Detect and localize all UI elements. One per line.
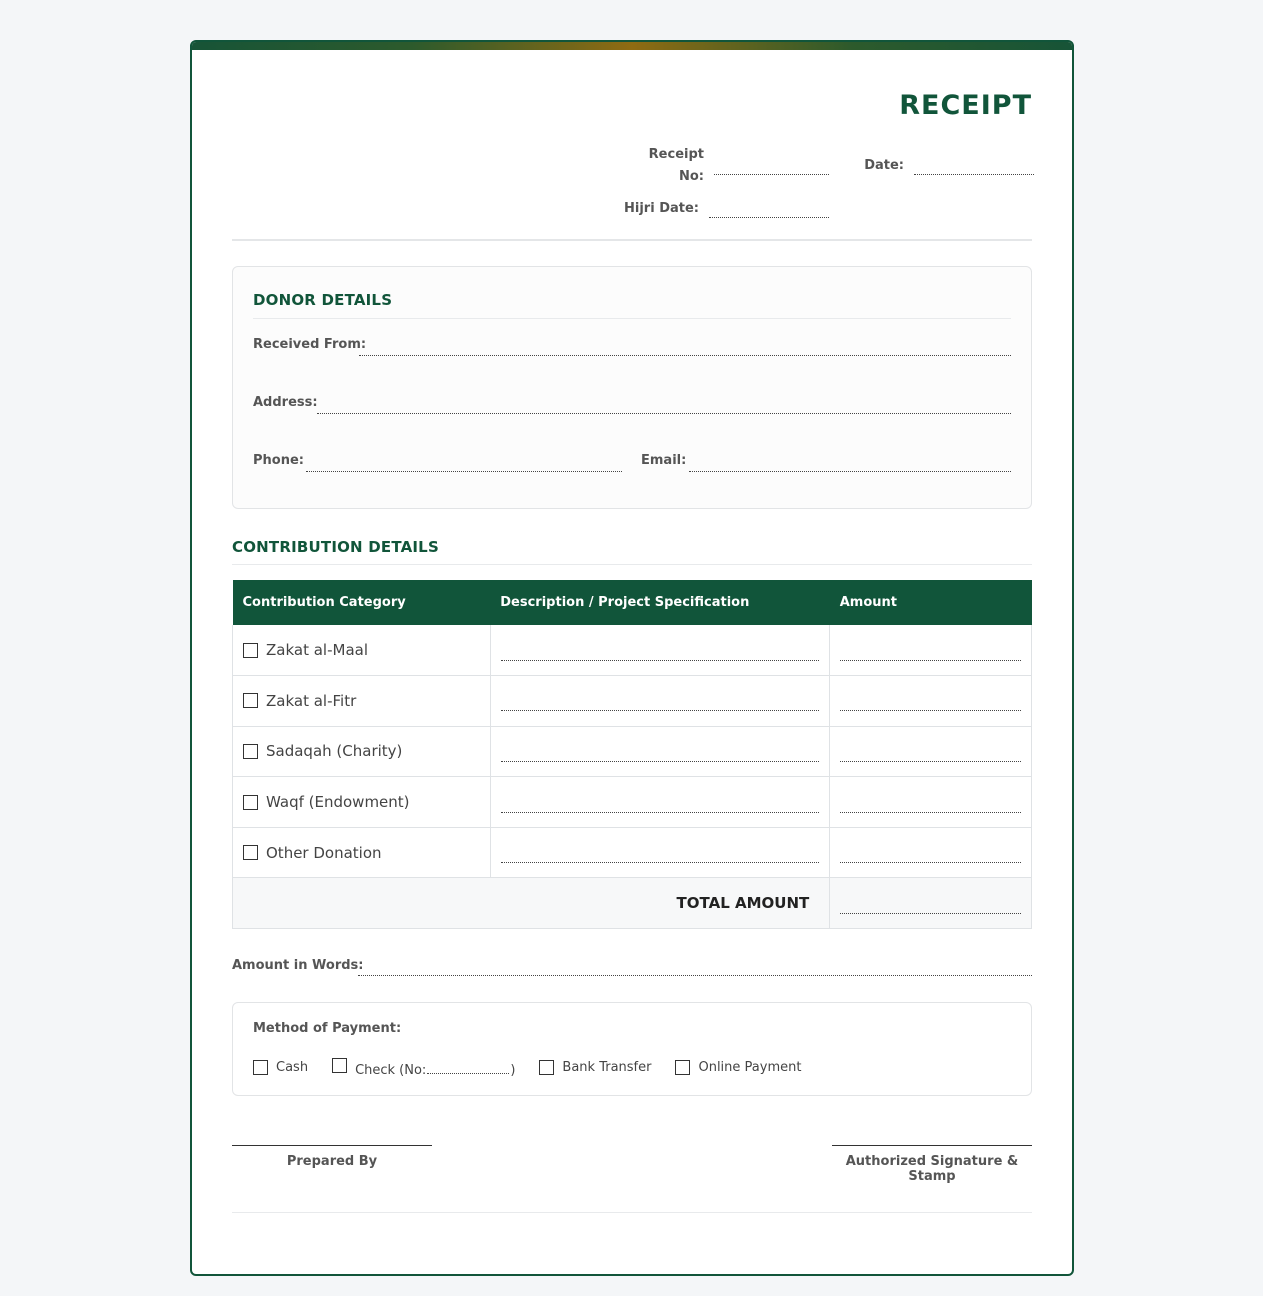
- checkbox[interactable]: [243, 643, 258, 658]
- amount-in-words-label: Amount in Words:: [232, 958, 364, 973]
- payment-method-label: Method of Payment:: [253, 1021, 402, 1036]
- authorized-signature-label: Authorized Signature & Stamp: [845, 1154, 1019, 1184]
- description-field[interactable]: [501, 761, 820, 762]
- receipt-title: RECEIPT: [899, 90, 1032, 121]
- description-field[interactable]: [501, 710, 820, 711]
- category-label: Sadaqah (Charity): [266, 742, 403, 761]
- received-from-label: Received From:: [253, 337, 367, 352]
- contribution-title-divider: [232, 564, 1032, 565]
- check-suffix: ): [510, 1063, 516, 1078]
- description-field[interactable]: [501, 812, 820, 813]
- contribution-table: [232, 580, 1032, 929]
- payment-option-check[interactable]: [332, 1057, 515, 1078]
- donor-details-title: DONOR DETAILS: [253, 291, 393, 309]
- prepared-by-line[interactable]: [232, 1145, 432, 1146]
- checkbox[interactable]: [253, 1060, 268, 1075]
- date-field[interactable]: [914, 174, 1034, 175]
- category-label: Waqf (Endowment): [266, 793, 410, 812]
- hijri-date-field[interactable]: [709, 217, 829, 218]
- prepared-by-label: Prepared By: [286, 1154, 378, 1169]
- checkbox[interactable]: [539, 1060, 554, 1075]
- check-label: [355, 1063, 515, 1078]
- table-row: [233, 726, 1032, 777]
- checkbox[interactable]: [243, 795, 258, 810]
- receipt-sheet: [190, 40, 1074, 1276]
- column-header-amount: Amount: [830, 580, 1032, 625]
- contribution-details-title: CONTRIBUTION DETAILS: [232, 538, 439, 556]
- payment-method-panel: [232, 1002, 1032, 1096]
- receipt-no-label: Receipt No:: [648, 147, 704, 184]
- payment-option-bank-transfer[interactable]: [539, 1060, 651, 1075]
- amount-field[interactable]: [840, 710, 1021, 711]
- hijri-date-label: Hijri Date:: [624, 201, 699, 216]
- amount-field[interactable]: [840, 660, 1021, 661]
- address-field[interactable]: [317, 413, 1011, 414]
- email-field[interactable]: [689, 471, 1011, 472]
- amount-field[interactable]: [840, 812, 1021, 813]
- total-amount-field[interactable]: [840, 913, 1021, 914]
- header-divider: [232, 239, 1032, 241]
- address-label: Address:: [253, 395, 318, 410]
- category-label: Other Donation: [266, 843, 382, 862]
- checkbox[interactable]: [243, 744, 258, 759]
- checkbox[interactable]: [332, 1058, 347, 1073]
- phone-field[interactable]: [306, 471, 622, 472]
- category-label: Zakat al-Fitr: [266, 691, 357, 710]
- checkbox[interactable]: [243, 845, 258, 860]
- total-amount-label: TOTAL AMOUNT: [233, 878, 830, 929]
- phone-label: Phone:: [253, 453, 304, 468]
- table-row: [233, 625, 1032, 676]
- online-payment-label: Online Payment: [698, 1060, 802, 1075]
- payment-option-cash[interactable]: [253, 1060, 308, 1075]
- column-header-description: Description / Project Specification: [490, 580, 830, 625]
- amount-in-words-field[interactable]: [358, 975, 1032, 976]
- category-label: Zakat al-Maal: [266, 641, 368, 660]
- received-from-field[interactable]: [359, 355, 1011, 356]
- donor-title-divider: [253, 318, 1011, 319]
- column-header-category: Contribution Category: [233, 580, 491, 625]
- footer-divider: [232, 1212, 1032, 1213]
- table-row: [233, 827, 1032, 878]
- description-field[interactable]: [501, 660, 820, 661]
- total-row: [233, 878, 1032, 929]
- check-prefix: Check (No:: [355, 1063, 427, 1078]
- checkbox[interactable]: [243, 693, 258, 708]
- donor-details-panel: [232, 266, 1032, 509]
- top-accent-bar: [192, 42, 1072, 50]
- payment-options: [253, 1057, 825, 1078]
- bank-transfer-label: Bank Transfer: [562, 1060, 652, 1075]
- table-header-row: [233, 580, 1032, 625]
- table-row: [233, 676, 1032, 727]
- amount-field[interactable]: [840, 862, 1021, 863]
- cash-label: Cash: [276, 1060, 309, 1075]
- date-label: Date:: [864, 158, 904, 173]
- payment-option-online[interactable]: [675, 1060, 801, 1075]
- check-number-field[interactable]: [427, 1073, 509, 1074]
- amount-field[interactable]: [840, 761, 1021, 762]
- receipt-no-field[interactable]: [714, 174, 829, 175]
- description-field[interactable]: [501, 862, 820, 863]
- table-row: [233, 777, 1032, 828]
- checkbox[interactable]: [675, 1060, 690, 1075]
- email-label: Email:: [641, 453, 687, 468]
- authorized-signature-line[interactable]: [832, 1145, 1032, 1146]
